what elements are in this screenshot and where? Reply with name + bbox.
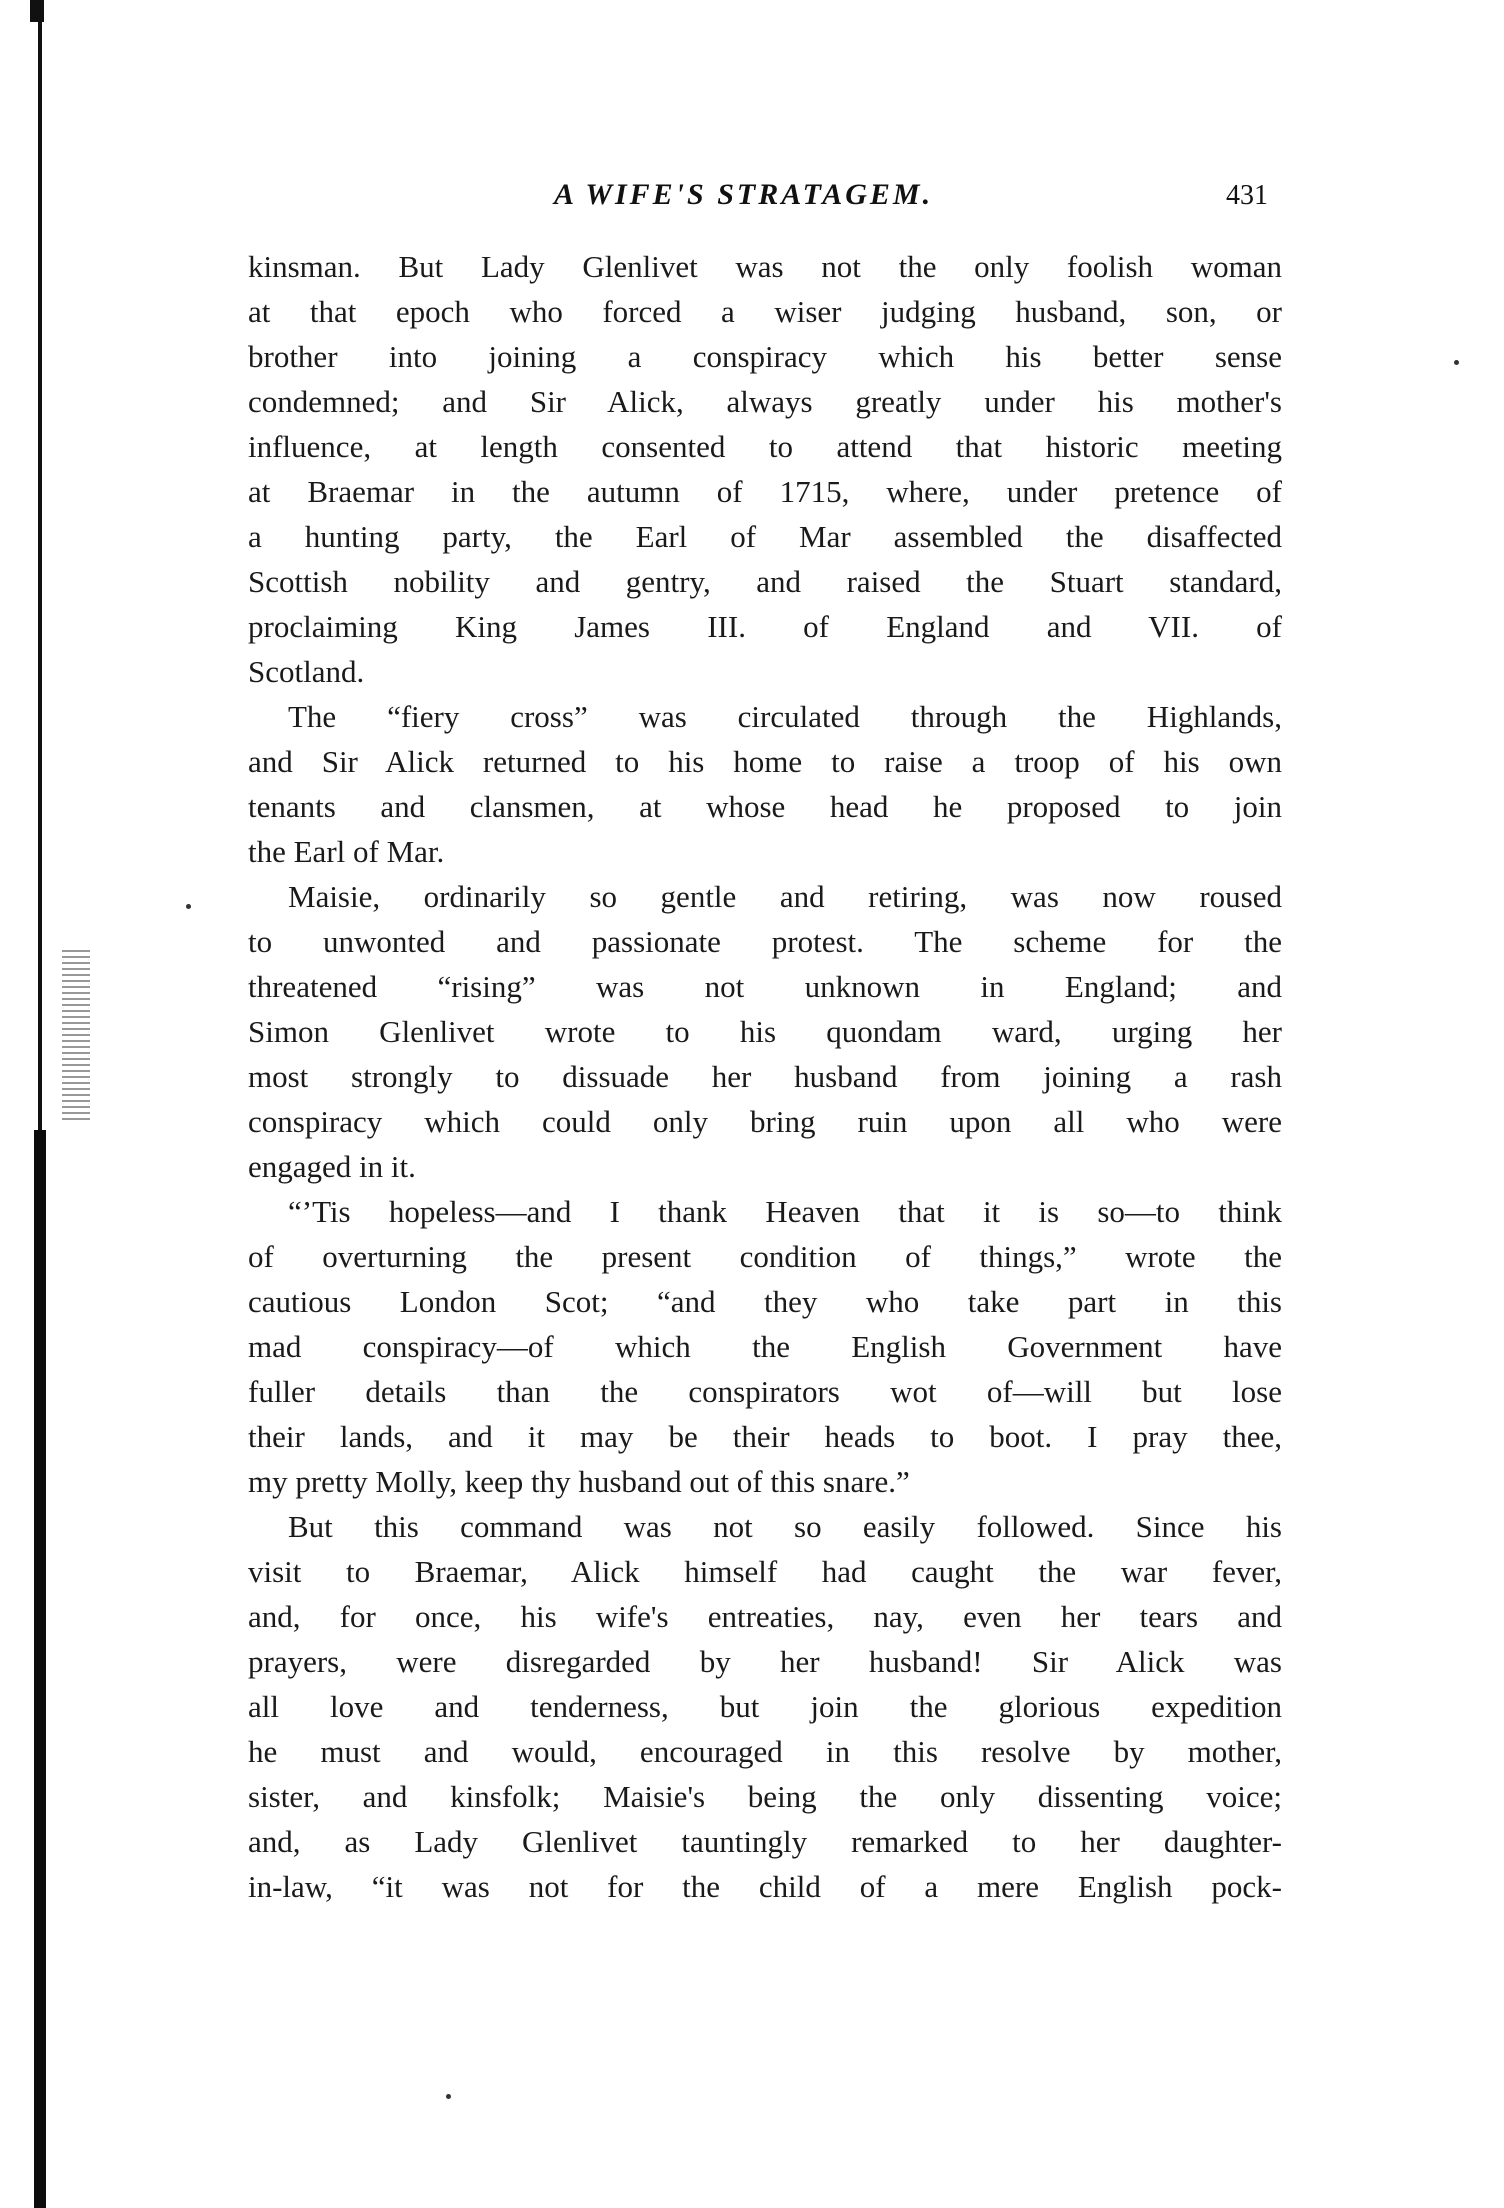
text-line: Scotland. bbox=[248, 654, 365, 689]
text-line: of overturning the present condition of things,” wrote the bbox=[248, 1239, 1282, 1274]
text-line: to unwonted and passionate protest. The scheme for the bbox=[248, 924, 1282, 959]
text-line: the Earl of Mar. bbox=[248, 834, 445, 869]
text-line: and, for once, his wife's entreaties, nay, even her tears and bbox=[248, 1599, 1282, 1634]
text-line: prayers, were disregarded by her husband! Sir Alick was bbox=[248, 1644, 1282, 1679]
binding-shadow bbox=[34, 1130, 46, 2208]
text-line: Maisie, ordinarily so gentle and retiring, was now roused bbox=[288, 879, 1282, 914]
text-line: tenants and clansmen, at whose head he proposed to join bbox=[248, 789, 1282, 824]
text-line: cautious London Scot; “and they who take part in this bbox=[248, 1284, 1282, 1319]
text-line: in-law, “it was not for the child of a mere English pock- bbox=[248, 1869, 1282, 1904]
text-line: The “fiery cross” was circulated through the Highlands, bbox=[288, 699, 1282, 734]
running-title: A WIFE'S STRATAGEM. bbox=[554, 178, 934, 211]
text-line: at that epoch who forced a wiser judging husband, son, or bbox=[248, 294, 1282, 329]
text-line: Scottish nobility and gentry, and raised the Stuart standard, bbox=[248, 564, 1282, 599]
text-line: condemned; and Sir Alick, always greatly under his mother's bbox=[248, 384, 1282, 419]
text-line: a hunting party, the Earl of Mar assembled the disaffected bbox=[248, 519, 1282, 554]
text-line: Simon Glenlivet wrote to his quondam ward, urging her bbox=[248, 1014, 1282, 1049]
running-head bbox=[248, 178, 1282, 222]
text-line: brother into joining a conspiracy which his better sense bbox=[248, 339, 1282, 374]
body-text bbox=[248, 244, 1282, 1909]
text-line: proclaiming King James III. of England and VII. of bbox=[248, 609, 1282, 644]
scan-dot bbox=[186, 904, 191, 909]
text-line: he must and would, encouraged in this resolve by mother, bbox=[248, 1734, 1282, 1769]
text-line: sister, and kinsfolk; Maisie's being the only dissenting voice; bbox=[248, 1779, 1282, 1814]
text-line: kinsman. But Lady Glenlivet was not the only foolish woman bbox=[248, 249, 1282, 284]
text-line: But this command was not so easily followed. Since his bbox=[288, 1509, 1282, 1544]
text-line: conspiracy which could only bring ruin upon all who were bbox=[248, 1104, 1282, 1139]
text-line: and, as Lady Glenlivet tauntingly remarked to her daughter- bbox=[248, 1824, 1282, 1859]
text-line: and Sir Alick returned to his home to raise a troop of his own bbox=[248, 744, 1282, 779]
text-line: visit to Braemar, Alick himself had caught the war fever, bbox=[248, 1554, 1282, 1589]
page-number: 431 bbox=[1226, 180, 1268, 211]
scan-speckle bbox=[62, 950, 90, 1120]
text-line: “’Tis hopeless—and I thank Heaven that it is so—to think bbox=[288, 1194, 1282, 1229]
text-line: my pretty Molly, keep thy husband out of this snare.” bbox=[248, 1464, 910, 1499]
scan-dot bbox=[446, 2094, 451, 2099]
text-line: their lands, and it may be their heads to boot. I pray thee, bbox=[248, 1419, 1282, 1454]
text-line: most strongly to dissuade her husband from joining a rash bbox=[248, 1059, 1282, 1094]
text-line: fuller details than the conspirators wot of—will but lose bbox=[248, 1374, 1282, 1409]
scan-dot bbox=[1454, 360, 1459, 365]
text-line: all love and tenderness, but join the glorious expedition bbox=[248, 1689, 1282, 1724]
binding-edge bbox=[30, 0, 44, 2208]
text-line: at Braemar in the autumn of 1715, where, under pretence of bbox=[248, 474, 1282, 509]
text-line: influence, at length consented to attend that historic meeting bbox=[248, 429, 1282, 464]
text-line: threatened “rising” was not unknown in England; and bbox=[248, 969, 1282, 1004]
text-line: mad conspiracy—of which the English Government have bbox=[248, 1329, 1282, 1364]
text-line: engaged in it. bbox=[248, 1149, 416, 1184]
